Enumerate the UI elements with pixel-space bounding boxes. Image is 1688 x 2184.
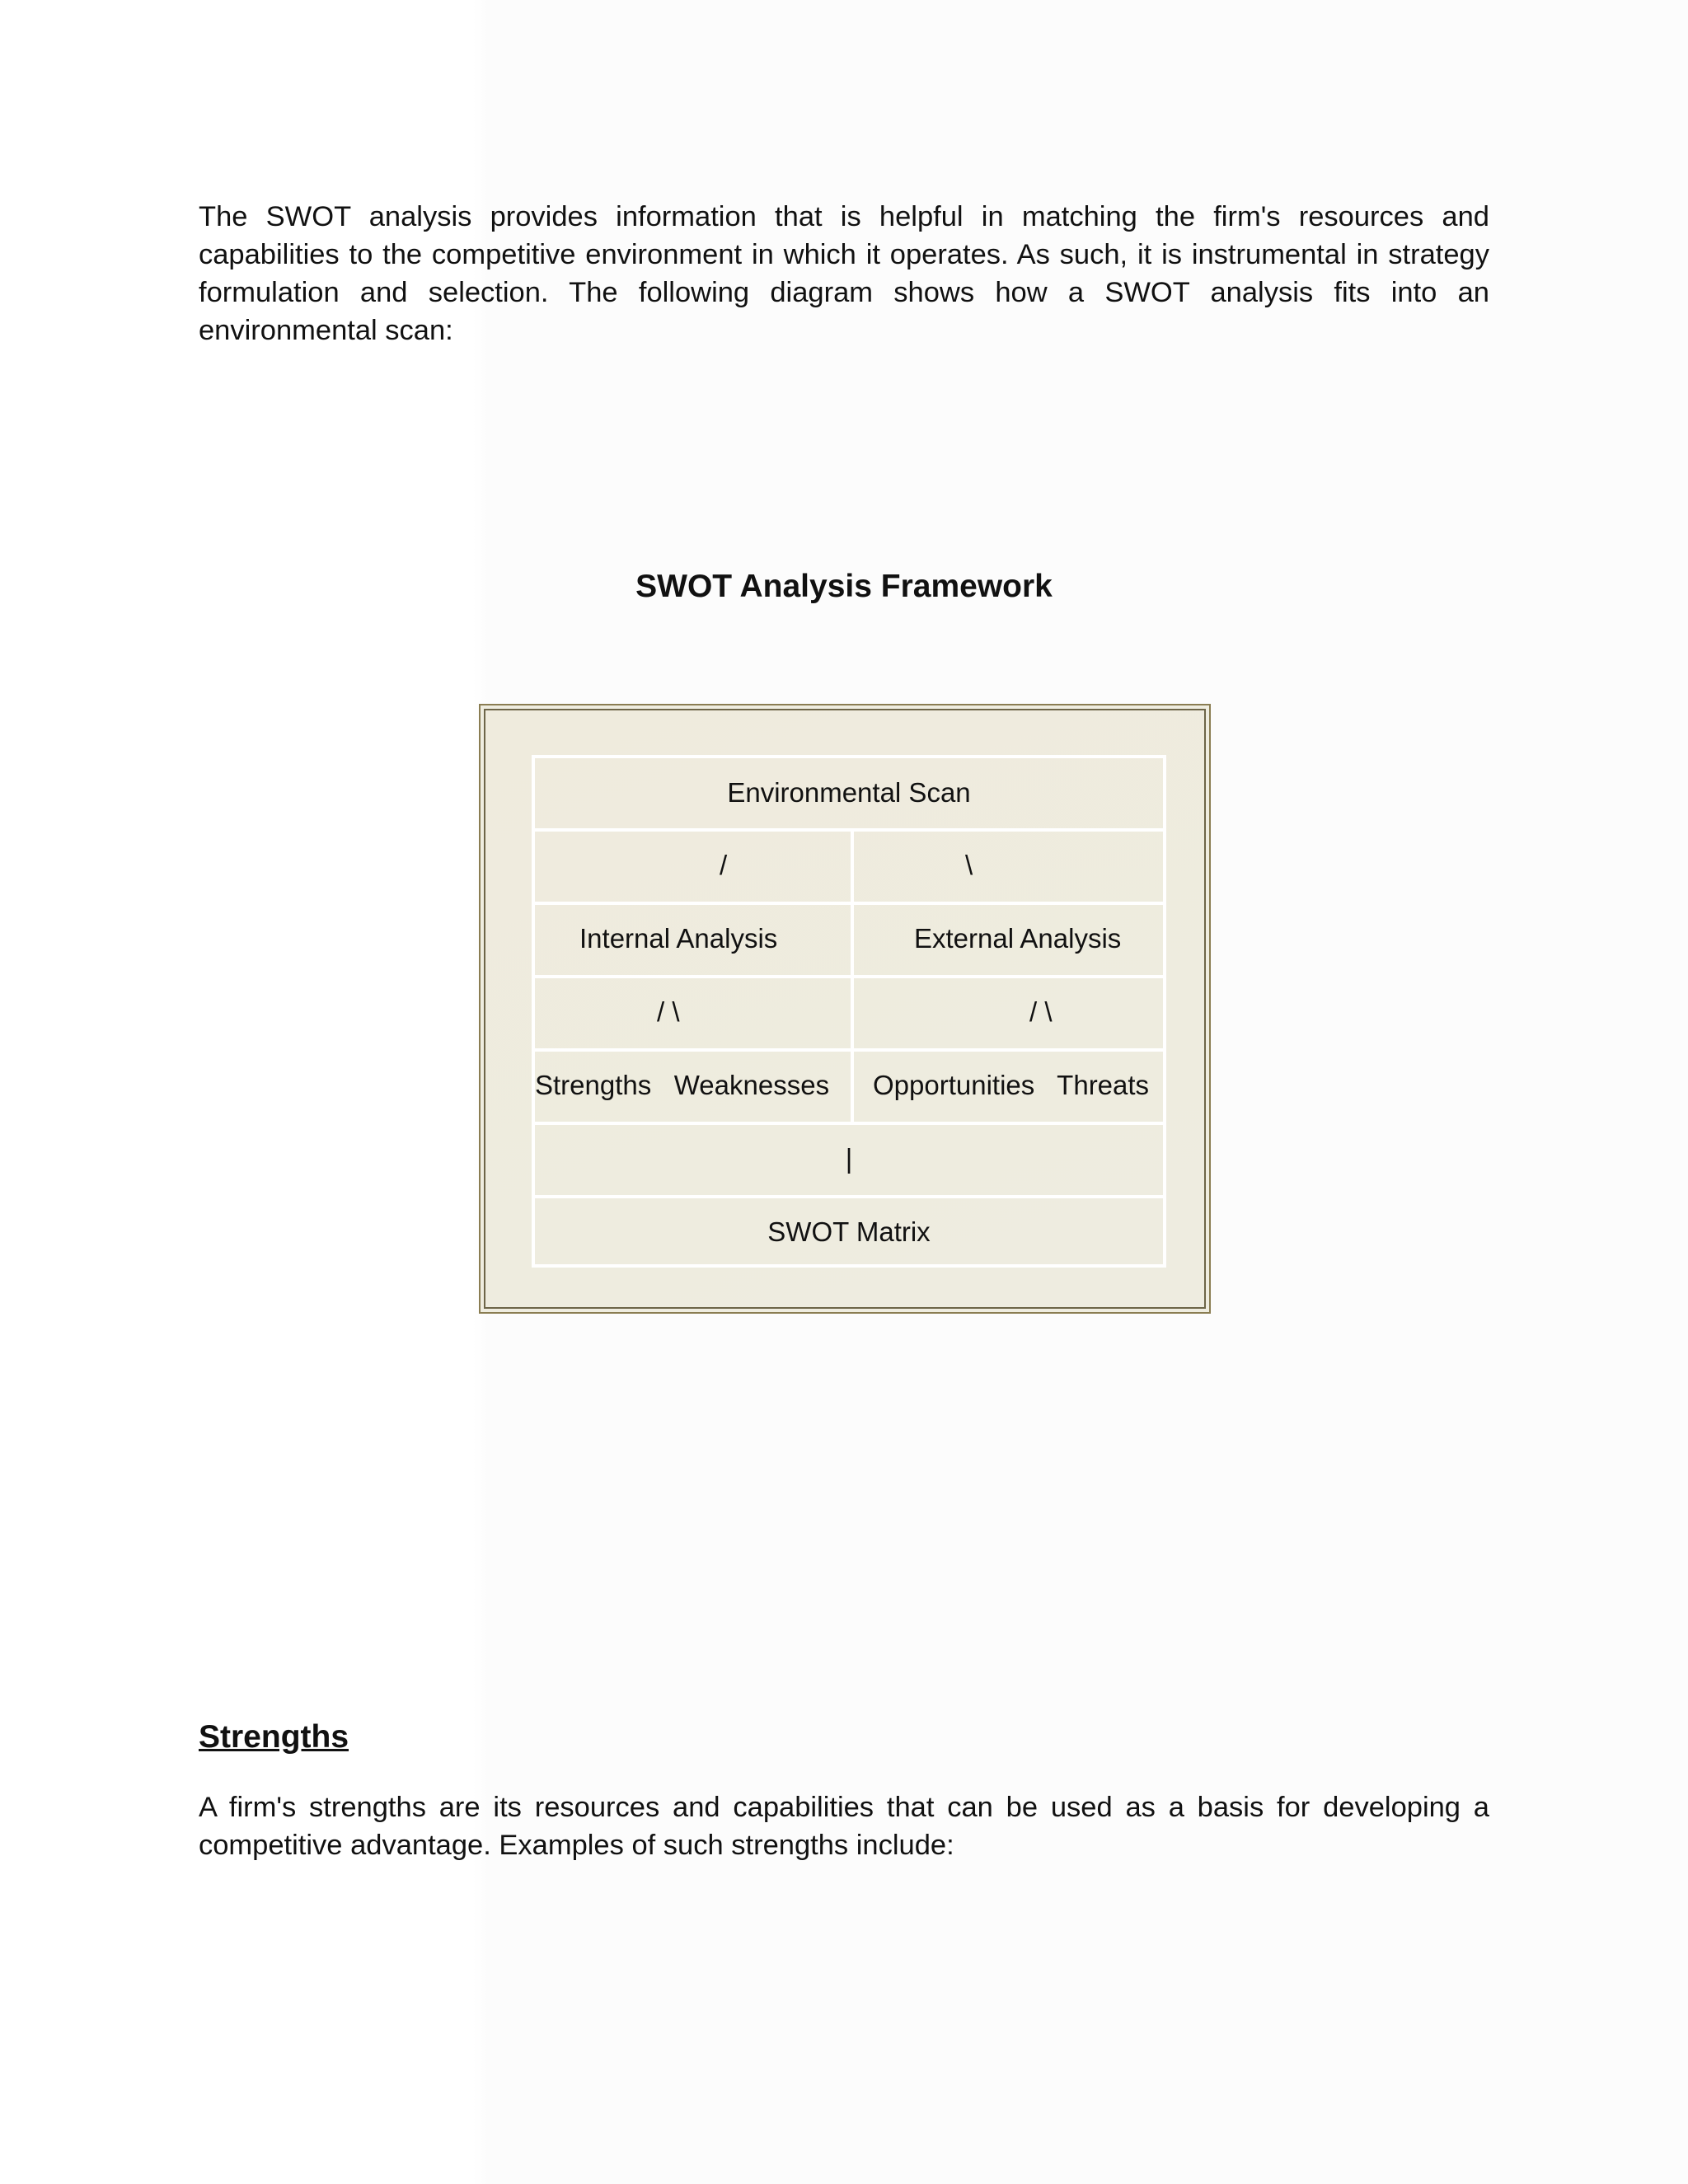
strengths-weaknesses-label: Strengths Weaknesses xyxy=(535,1070,830,1100)
grid-rule xyxy=(535,902,1163,905)
strengths-heading: Strengths xyxy=(199,1719,349,1755)
grid-rule xyxy=(535,828,1163,832)
intro-paragraph: The SWOT analysis provides information that is helpful in matching the firm's resources and capabilities to the competitive environment in which it operates. As such, it is instrumental in strategy formulation and selection. The following diagram shows how a SWOT analysis fits into an environmental scan: xyxy=(199,201,1489,346)
environmental-scan-label: Environmental Scan xyxy=(727,777,971,808)
grid-rule xyxy=(535,1195,1163,1198)
external-branch: / \ xyxy=(1029,996,1053,1027)
internal-analysis-label: Internal Analysis xyxy=(579,923,778,954)
pipe-connector: | xyxy=(845,1143,853,1174)
right-backslash: \ xyxy=(965,850,973,880)
internal-branch: / \ xyxy=(657,996,680,1027)
grid-rule xyxy=(535,975,1163,978)
swot-matrix-label: SWOT Matrix xyxy=(767,1216,931,1247)
external-analysis-label: External Analysis xyxy=(914,923,1122,954)
left-slash: / xyxy=(720,850,728,880)
swot-diagram-frame xyxy=(479,704,1211,1314)
swot-diagram-inner xyxy=(484,709,1206,1309)
swot-diagram-grid xyxy=(532,755,1166,1268)
grid-rule xyxy=(535,1048,1163,1052)
opportunities-threats-label: Opportunities Threats xyxy=(873,1070,1150,1100)
grid-divider xyxy=(851,828,854,1125)
figure-title: SWOT Analysis Framework xyxy=(635,569,1053,604)
grid-rule xyxy=(535,1122,1163,1125)
strengths-paragraph: A firm's strengths are its resources and capabilities that can be used as a basis for developing a competitive advantage. Examples of such strengths include: xyxy=(199,1792,1489,1861)
